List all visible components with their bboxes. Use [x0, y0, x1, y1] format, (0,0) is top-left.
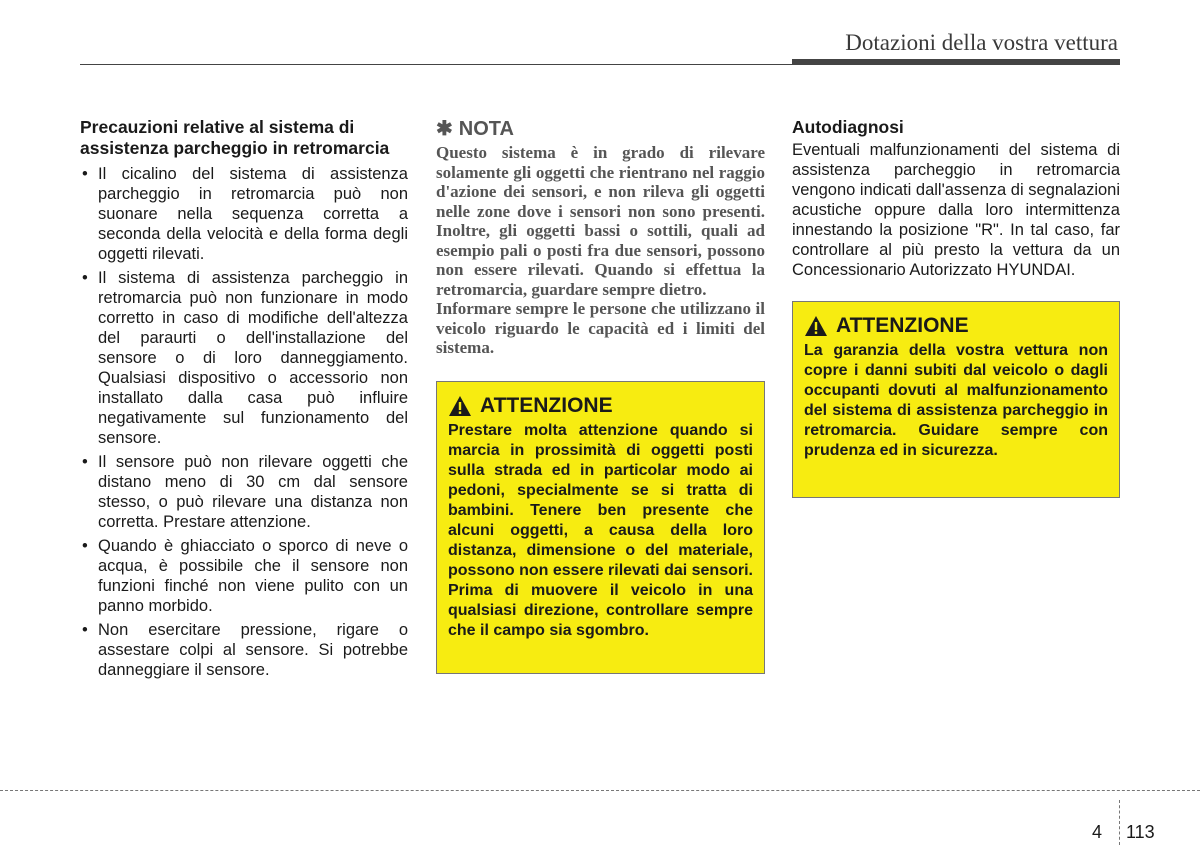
- right-column: [792, 117, 1120, 498]
- list-item: [80, 536, 408, 616]
- warning-title: ATTENZIONE: [836, 314, 969, 337]
- list-item: [80, 452, 408, 532]
- chapter-number: 4: [1092, 822, 1103, 842]
- precautions-heading: Precauzioni relative al sistema di assistenza parcheggio in retromarcia: [80, 117, 390, 158]
- nota-title: NOTA: [458, 118, 514, 140]
- list-item-text: Il sistema di assistenza parcheggio in retromarcia può non funzionare in modo corretto in caso di modifiche dell'altezza del paraurti o dell'installazione del sensore o di loro danneggiamento. Qualsiasi dispositivo o accessorio non installato dalla casa può influire negativamente sul funzionamento del sensore.: [98, 269, 408, 447]
- header-bar: [792, 59, 1120, 65]
- list-item: [80, 164, 408, 264]
- star-icon: ✱: [436, 118, 453, 140]
- header-rule: [80, 64, 792, 65]
- autodiagnosi-heading: Autodiagnosi: [792, 117, 904, 137]
- footer-divider: [1119, 800, 1120, 845]
- warning-header: [804, 314, 1108, 338]
- warning-triangle-icon: [804, 315, 828, 337]
- list-item: [80, 620, 408, 680]
- left-column: [80, 117, 408, 684]
- list-item-text: Quando è ghiacciato o sporco di neve o acqua, è possibile che il sensore non funzioni finché non viene pulito con un panno morbido.: [98, 537, 408, 615]
- middle-column: [436, 117, 765, 674]
- list-item-text: Il cicalino del sistema di assistenza parcheggio in retromarcia può non suonare nella sequenza corretta a seconda della velocità e della forma degli oggetti rilevati.: [98, 165, 408, 263]
- warning-title: ATTENZIONE: [480, 393, 613, 417]
- list-item: [80, 268, 408, 448]
- bullet-icon: •: [82, 165, 88, 183]
- precautions-list: [80, 164, 408, 680]
- list-item-text: Il sensore può non rilevare oggetti che distano meno di 30 cm dal sensore stesso, o può rilevare una distanza non corretta. Prestare attenzione.: [98, 453, 408, 531]
- nota-heading: [436, 117, 765, 141]
- nota-paragraph: Questo sistema è in grado di rilevare solamente gli oggetti che rientrano nel raggio d'azione dei sensori, e non rileva gli oggetti nelle zone dove i sensori non sono presenti. Inoltre, gli oggetti bassi o sottili, quali ad esempio pali o posti fra due sensori, possono non essere rilevati. Quando si effettua la retromarcia, guardare sempre dietro.: [436, 143, 765, 299]
- bullet-icon: •: [82, 269, 88, 287]
- warning-box-proximity: [436, 381, 765, 674]
- warning-triangle-icon: [448, 395, 472, 417]
- page-number: 113: [1126, 822, 1155, 842]
- warning-text: La garanzia della vostra vettura non copre i danni subiti dal veicolo o dagli occupanti dovuti al malfunzionamento del sistema di assistenza parcheggio in retromarcia. Guidare sempre con prudenza ed in sicurezza.: [804, 342, 1108, 459]
- autodiagnosi-text: Eventuali malfunzionamenti del sistema di assistenza parcheggio in retromarcia vengono indicati dall'assenza di segnalazioni acustiche oppure dalla loro intermittenza innestando la posizione "R". In tal caso, far controllare al più presto la vettura da un Concessionario Autorizzato HYUNDAI.: [792, 141, 1120, 279]
- bullet-icon: •: [82, 537, 88, 555]
- bullet-icon: •: [82, 453, 88, 471]
- footer-rule: [0, 790, 1200, 791]
- nota-paragraph: Informare sempre le persone che utilizzano il veicolo riguardo le capacità ed i limiti del sistema.: [436, 299, 765, 357]
- bullet-icon: •: [82, 621, 88, 639]
- warning-header: [448, 394, 753, 418]
- page-header-title: Dotazioni della vostra vettura: [845, 30, 1118, 55]
- warning-box-warranty: [792, 301, 1120, 498]
- list-item-text: Non esercitare pressione, rigare o assestare colpi al sensore. Si potrebbe danneggiare il sensore.: [98, 621, 408, 679]
- warning-text: Prestare molta attenzione quando si marcia in prossimità di oggetti posti sulla strada ed in particolar modo ai pedoni, specialmente se si tratta di bambini. Tenere ben presente che alcuni oggetti, a causa della loro distanza, dimensione o del materiale, possono non essere rilevati dai sensori. Prima di muovere il veicolo in una qualsiasi direzione, controllare sempre che il campo sia sgombro.: [448, 421, 753, 639]
